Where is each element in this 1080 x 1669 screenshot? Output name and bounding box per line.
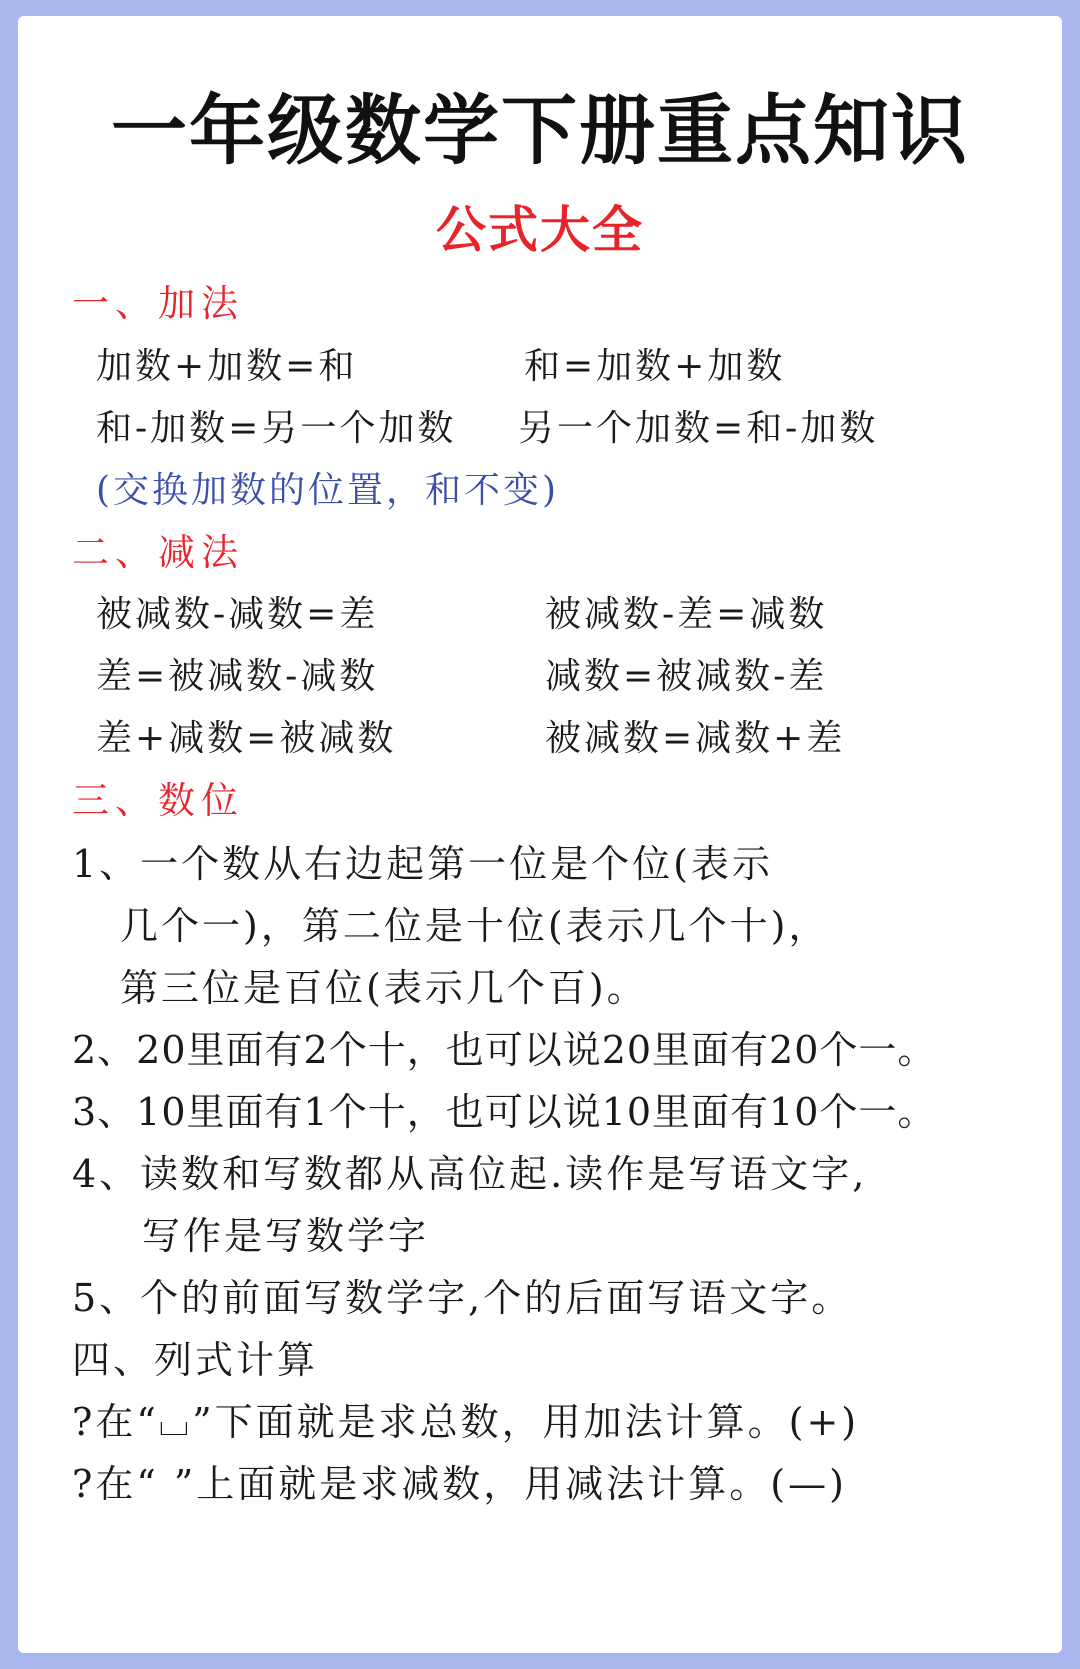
addition-formula-1: 加数+加数=和 <box>96 346 358 387</box>
addition-note: (交换加数的位置，和不变) <box>96 470 560 511</box>
place-value-point-1-line-2: 几个一)，第二位是十位(表示几个十)， <box>120 904 830 948</box>
place-value-point-1-line-1: 1、一个数从右边起第一位是个位(表示 <box>72 842 774 886</box>
section-heading-calculation: 四、列式计算 <box>72 1338 319 1382</box>
addition-formula-2: 和=加数+加数 <box>524 346 786 387</box>
addition-formula-4: 另一个加数=和-加数 <box>518 408 879 449</box>
page-subtitle: 公式大全 <box>436 201 644 259</box>
subtraction-formula-2: 被减数-差=减数 <box>545 594 828 635</box>
calculation-rule-2: ?在“ ”上面就是求减数，用减法计算。(—) <box>72 1462 847 1506</box>
subtraction-formula-6: 被减数=减数+差 <box>545 718 846 759</box>
subtraction-formula-4: 减数=被减数-差 <box>545 656 828 697</box>
calculation-rule-1: ?在“⌴”下面就是求总数，用加法计算。(+) <box>72 1400 860 1444</box>
place-value-point-1-line-3: 第三位是百位(表示几个百)。 <box>120 966 648 1010</box>
page-title: 一年级数学下册重点知识 <box>111 86 969 175</box>
section-heading-addition: 一、加法 <box>72 282 244 325</box>
subtraction-formula-3: 差=被减数-减数 <box>96 656 379 697</box>
section-heading-place-value: 三、数位 <box>72 779 244 822</box>
place-value-point-5: 5、个的前面写数学字,个的后面写语文字。 <box>72 1276 853 1320</box>
place-value-point-2: 2、20里面有2个十，也可以说20里面有20个一。 <box>72 1028 937 1072</box>
place-value-point-3: 3、10里面有1个十，也可以说10里面有10个一。 <box>72 1090 937 1134</box>
addition-formula-3: 和-加数=另一个加数 <box>96 408 457 449</box>
subtraction-formula-5: 差+减数=被减数 <box>96 718 397 759</box>
subtraction-formula-1: 被减数-减数=差 <box>96 594 379 635</box>
place-value-point-4-line-1: 4、读数和写数都从高位起.读作是写语文字, <box>72 1152 868 1196</box>
section-heading-subtraction: 二、减法 <box>72 531 244 574</box>
place-value-point-4-line-2: 写作是写数学字 <box>142 1214 430 1258</box>
